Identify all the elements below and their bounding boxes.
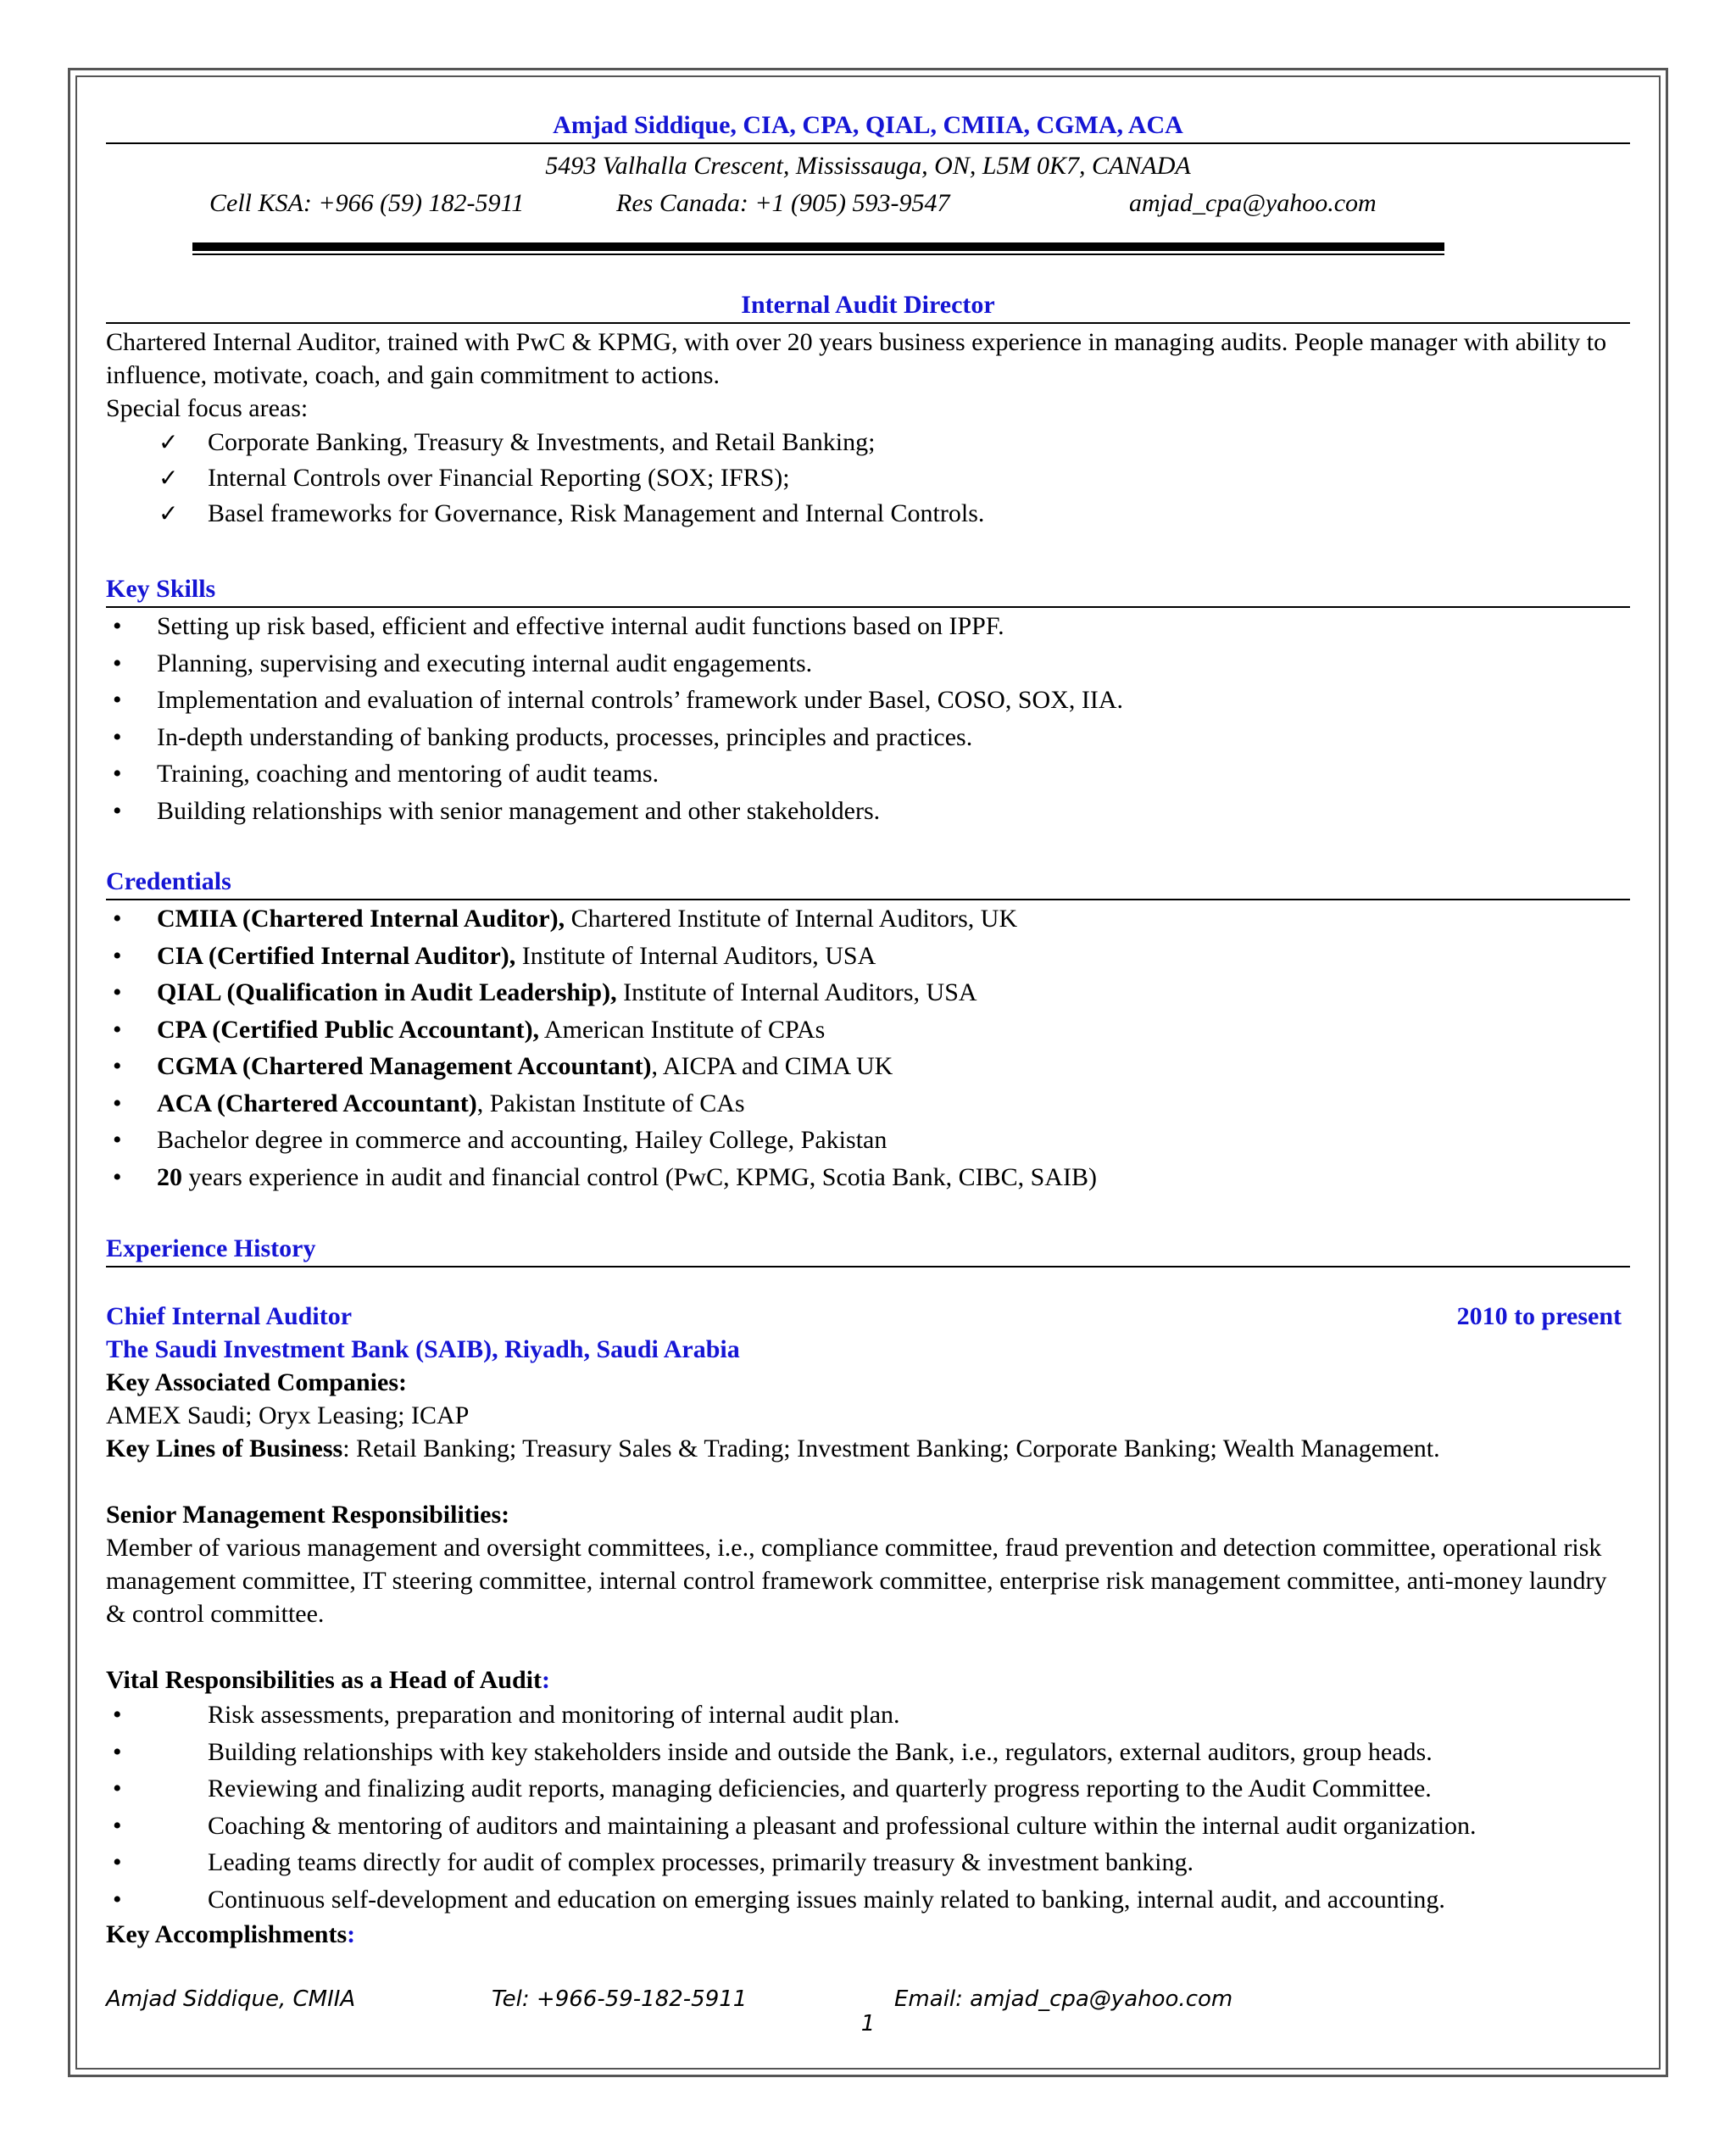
list-item: • In-depth understanding of banking products, processes, principles and practices.: [113, 722, 973, 751]
list-item: • Continuous self-development and education on emerging issues mainly related to banking, internal audit, and accounting.: [113, 1885, 1445, 1914]
footer-tel: Tel: +966-59-182-5911: [492, 1986, 748, 2012]
focus-label: Special focus areas:: [106, 394, 309, 422]
job-title-row: [106, 1300, 1630, 1333]
list-item: • CGMA (Chartered Management Accountant), AICPA and CIMA UK: [113, 1052, 893, 1080]
assoc-label: Key Associated Companies:: [106, 1368, 407, 1396]
key-skills-section: [106, 572, 1630, 829]
vital-list: [106, 1696, 1630, 1918]
list-item: • CPA (Certified Public Accountant), American Institute of CPAs: [113, 1015, 826, 1044]
title-rule: [106, 322, 1630, 324]
header-email: amjad_cpa@yahoo.com: [1129, 189, 1377, 217]
list-item: • Planning, supervising and executing internal audit engagements.: [113, 649, 813, 677]
focus-item: ✓ Basel frameworks for Governance, Risk Management and Internal Controls.: [106, 496, 1630, 532]
list-item: • Risk assessments, preparation and monitoring of internal audit plan.: [113, 1701, 900, 1729]
list-item: • Training, coaching and mentoring of audit teams.: [113, 760, 659, 788]
check-icon: ✓: [159, 428, 179, 456]
assoc-companies: AMEX Saudi; Oryx Leasing; ICAP: [106, 1401, 470, 1429]
candidate-name: Amjad Siddique, CIA, CPA, QIAL, CMIIA, CGMA, ACA: [106, 109, 1630, 144]
resume-page: [106, 100, 1630, 2050]
page-number: 1: [860, 2011, 876, 2036]
list-item: • 20 years experience in audit and financial control (PwC, KPMG, Scotia Bank, CIBC, SAIB): [113, 1162, 1097, 1191]
list-item: • Leading teams directly for audit of complex processes, primarily treasury & investment banking.: [113, 1848, 1194, 1876]
credentials-heading: Credentials: [106, 865, 1630, 900]
focus-item: ✓ Internal Controls over Financial Reporting (SOX; IFRS);: [106, 460, 1630, 496]
focus-list: [106, 425, 1630, 532]
list-item: • Setting up risk based, efficient and effective internal audit functions based on IPPF.: [113, 612, 1004, 640]
smr-label: Senior Management Responsibilities:: [106, 1501, 510, 1529]
list-item: • Bachelor degree in commerce and accounting, Hailey College, Pakistan: [113, 1126, 887, 1154]
list-item: • Building relationships with senior management and other stakeholders.: [113, 796, 881, 825]
summary-section: [106, 326, 1630, 532]
credentials-section: [106, 865, 1630, 1195]
accomplishments-label: Key Accomplishments:: [106, 1920, 356, 1948]
list-item: • Reviewing and finalizing audit reports, managing deficiencies, and quarterly progress reporting to the Audit Committee.: [113, 1774, 1432, 1802]
lines-of-business: Key Lines of Business: Retail Banking; Treasury Sales & Trading; Investment Banking; Corporate Banking; Wealth Management.: [106, 1435, 1440, 1462]
check-icon: ✓: [159, 464, 179, 492]
vital-label: Vital Responsibilities as a Head of Audit:: [106, 1666, 550, 1694]
list-item: • QIAL (Qualification in Audit Leadership), Institute of Internal Auditors, USA: [113, 978, 977, 1006]
list-item: • Building relationships with key stakeholders inside and outside the Bank, i.e., regulators, external auditors, group heads.: [113, 1737, 1433, 1766]
list-item: • CMIIA (Chartered Internal Auditor), Chartered Institute of Internal Auditors, UK: [113, 905, 1018, 933]
res-phone: Res Canada: +1 (905) 593-9547: [616, 189, 950, 217]
focus-item: ✓ Corporate Banking, Treasury & Investments, and Retail Banking;: [106, 425, 1630, 460]
resume-header: [106, 109, 1630, 224]
list-item: • Coaching & mentoring of auditors and maintaining a pleasant and professional culture within the internal audit organization.: [113, 1811, 1477, 1840]
header-divider-thick: [192, 242, 1444, 251]
key-skills-list: [106, 608, 1630, 829]
contact-line: [106, 185, 1630, 224]
header-divider-thin: [192, 254, 1444, 255]
list-item: • ACA (Chartered Accountant), Pakistan Institute of CAs: [113, 1089, 745, 1117]
key-skills-heading: Key Skills: [106, 572, 1630, 608]
check-icon: ✓: [159, 499, 179, 527]
job-period: 2010 to present: [1456, 1302, 1622, 1330]
cell-phone: Cell KSA: +966 (59) 182-5911: [209, 189, 525, 217]
experience-section: [106, 1232, 1630, 1951]
footer-email: Email: amjad_cpa@yahoo.com: [894, 1986, 1233, 2012]
footer-name: Amjad Siddique, CMIIA: [106, 1986, 356, 2012]
summary-paragraph: Chartered Internal Auditor, trained with PwC & KPMG, with over 20 years business experience in managing audits. People manager with ability to influence, motivate, coach, and gain commitment to actions.: [106, 328, 1607, 389]
smr-text: Member of various management and oversight committees, i.e., compliance committee, fraud prevention and detection committee, operational risk management committee, IT steering committee, internal control framework committee, enterprise risk management committee, anti-money laundry & control committee.: [106, 1534, 1607, 1628]
job-title: Chief Internal Auditor: [106, 1302, 353, 1330]
address: 5493 Valhalla Crescent, Mississauga, ON, L5M 0K7, CANADA: [545, 152, 1191, 180]
credentials-list: [106, 900, 1630, 1195]
list-item: • CIA (Certified Internal Auditor), Institute of Internal Auditors, USA: [113, 941, 876, 970]
company-name: The Saudi Investment Bank (SAIB), Riyadh, Saudi Arabia: [106, 1335, 740, 1363]
resume-title: Internal Audit Director: [741, 291, 995, 319]
experience-heading: Experience History: [106, 1232, 1630, 1268]
list-item: • Implementation and evaluation of internal controls’ framework under Basel, COSO, SOX, IIA.: [113, 686, 1123, 714]
